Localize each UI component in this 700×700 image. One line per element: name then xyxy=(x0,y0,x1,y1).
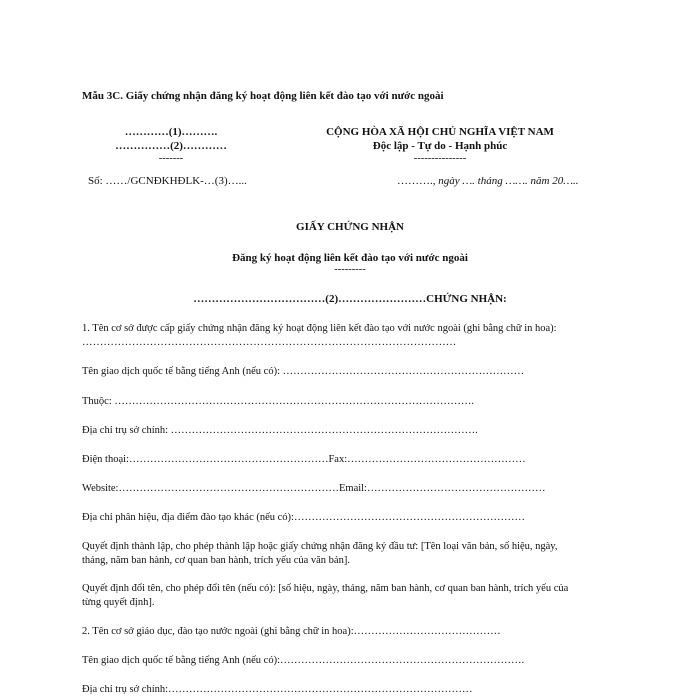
field-rename-decision-line2: từng quyết định]. xyxy=(82,597,155,608)
field-phone-label: Điện thoại: xyxy=(82,454,129,465)
national-title: CỘNG HÒA XÃ HỘI CHỦ NGHĨA VIỆT NAM xyxy=(326,126,554,138)
date-line xyxy=(397,176,579,187)
field-branch-address-dots: ………………………………………………………… xyxy=(293,512,525,523)
field-branch-address-label: Địa chỉ phân hiệu, địa điểm đào tạo khác (nếu có): xyxy=(82,512,294,523)
header-left-line1: …………(1)………. xyxy=(124,126,218,138)
field-branch-address xyxy=(82,513,525,524)
field-fax-label: Fax: xyxy=(328,454,348,465)
field-foreign-address-label: Địa chỉ trụ sở chính: xyxy=(82,684,169,695)
field-intl-name-dots: …………………………………………………………… xyxy=(282,366,525,377)
form-title: Mẫu 3C. Giấy chứng nhận đăng ký hoạt động liên kết đào tạo với nước ngoài xyxy=(82,90,444,102)
field-website-dots: ……………………………………………………… xyxy=(118,483,339,494)
field-email-dots: …………………………………………… xyxy=(366,483,546,494)
field-establishment-decision-line2: tháng, năm ban hành, cơ quan ban hành, trích yếu của văn bản]. xyxy=(82,555,350,566)
document-subtitle: Đăng ký hoạt động liên kết đào tạo với nước ngoài xyxy=(232,252,468,264)
field-foreign-intl-name xyxy=(82,656,524,667)
field-email-label: Email: xyxy=(338,483,367,494)
subtitle-divider: --------- xyxy=(334,264,366,275)
field-foreign-institution-label: 2. Tên cơ sở giáo dục, đào tạo nước ngoài (ghi bằng chữ in hoa): xyxy=(82,626,354,637)
document-number: Số: ……/GCNĐKHĐLK-…(3)…... xyxy=(88,175,247,187)
field-belongs-to-dots: …………………………………………………………………………………………. xyxy=(114,396,474,407)
field-foreign-institution xyxy=(82,627,501,638)
header-left-line2: ……………(2)………… xyxy=(115,140,227,152)
certify-line: ………………………………(2)……………………CHỨNG NHẬN: xyxy=(193,293,507,305)
date-place: ………., xyxy=(397,175,439,187)
date-text: ngày …. tháng ……. năm 20….. xyxy=(438,175,579,187)
field-intl-name-label: Tên giao dịch quốc tế bằng tiếng Anh (nếu có): …………………………………………………………… xyxy=(82,366,525,377)
field-phone-fax xyxy=(82,455,526,466)
document-title: GIẤY CHỨNG NHẬN xyxy=(296,221,404,233)
national-motto: Độc lập - Tự do - Hạnh phúc xyxy=(372,140,508,152)
field-foreign-intl-name-label: Tên giao dịch quốc tế bằng tiếng Anh (nếu có): xyxy=(82,655,280,666)
field-address-label: Địa chỉ trụ sở chính: ……………………………………………………………………………. xyxy=(82,425,478,436)
field-institution-name-dots: …………………………………………………………………………………………… xyxy=(82,338,457,348)
field-foreign-address xyxy=(82,685,473,696)
field-rename-decision-line1: Quyết định đổi tên, cho phép đổi tên (nếu có): [số hiệu, ngày, tháng, năm ban hành, cơ quan ban hành, trích yếu của xyxy=(82,583,569,594)
field-phone-dots: ………………………………………………… xyxy=(128,454,329,465)
field-address-dots: ……………………………………………………………………………. xyxy=(170,425,478,436)
field-website-email xyxy=(82,484,545,495)
field-foreign-institution-dots: …………………………………… xyxy=(353,626,501,637)
header-left-divider: ------- xyxy=(158,153,184,164)
field-belongs-to-label: Thuộc: …………………………………………………………………………………………. xyxy=(82,396,474,407)
field-foreign-intl-name-dots: ……………………………………………………………. xyxy=(279,655,525,666)
field-foreign-address-dots: …………………………………………………………………………… xyxy=(168,684,473,695)
field-fax-dots: …………………………………………… xyxy=(347,454,526,465)
field-establishment-decision-line1: Quyết định thành lập, cho phép thành lập hoặc giấy chứng nhận đăng ký đầu tư: [Tên loại văn bản, số hiệu, ngày, xyxy=(82,541,558,552)
header-right-divider: --------------- xyxy=(413,153,467,164)
field-institution-name-label: 1. Tên cơ sở được cấp giấy chứng nhận đăng ký hoạt động liên kết đào tạo với nước ngoài (ghi bằng chữ in hoa): xyxy=(82,323,557,334)
field-website-label: Website: xyxy=(82,483,119,494)
